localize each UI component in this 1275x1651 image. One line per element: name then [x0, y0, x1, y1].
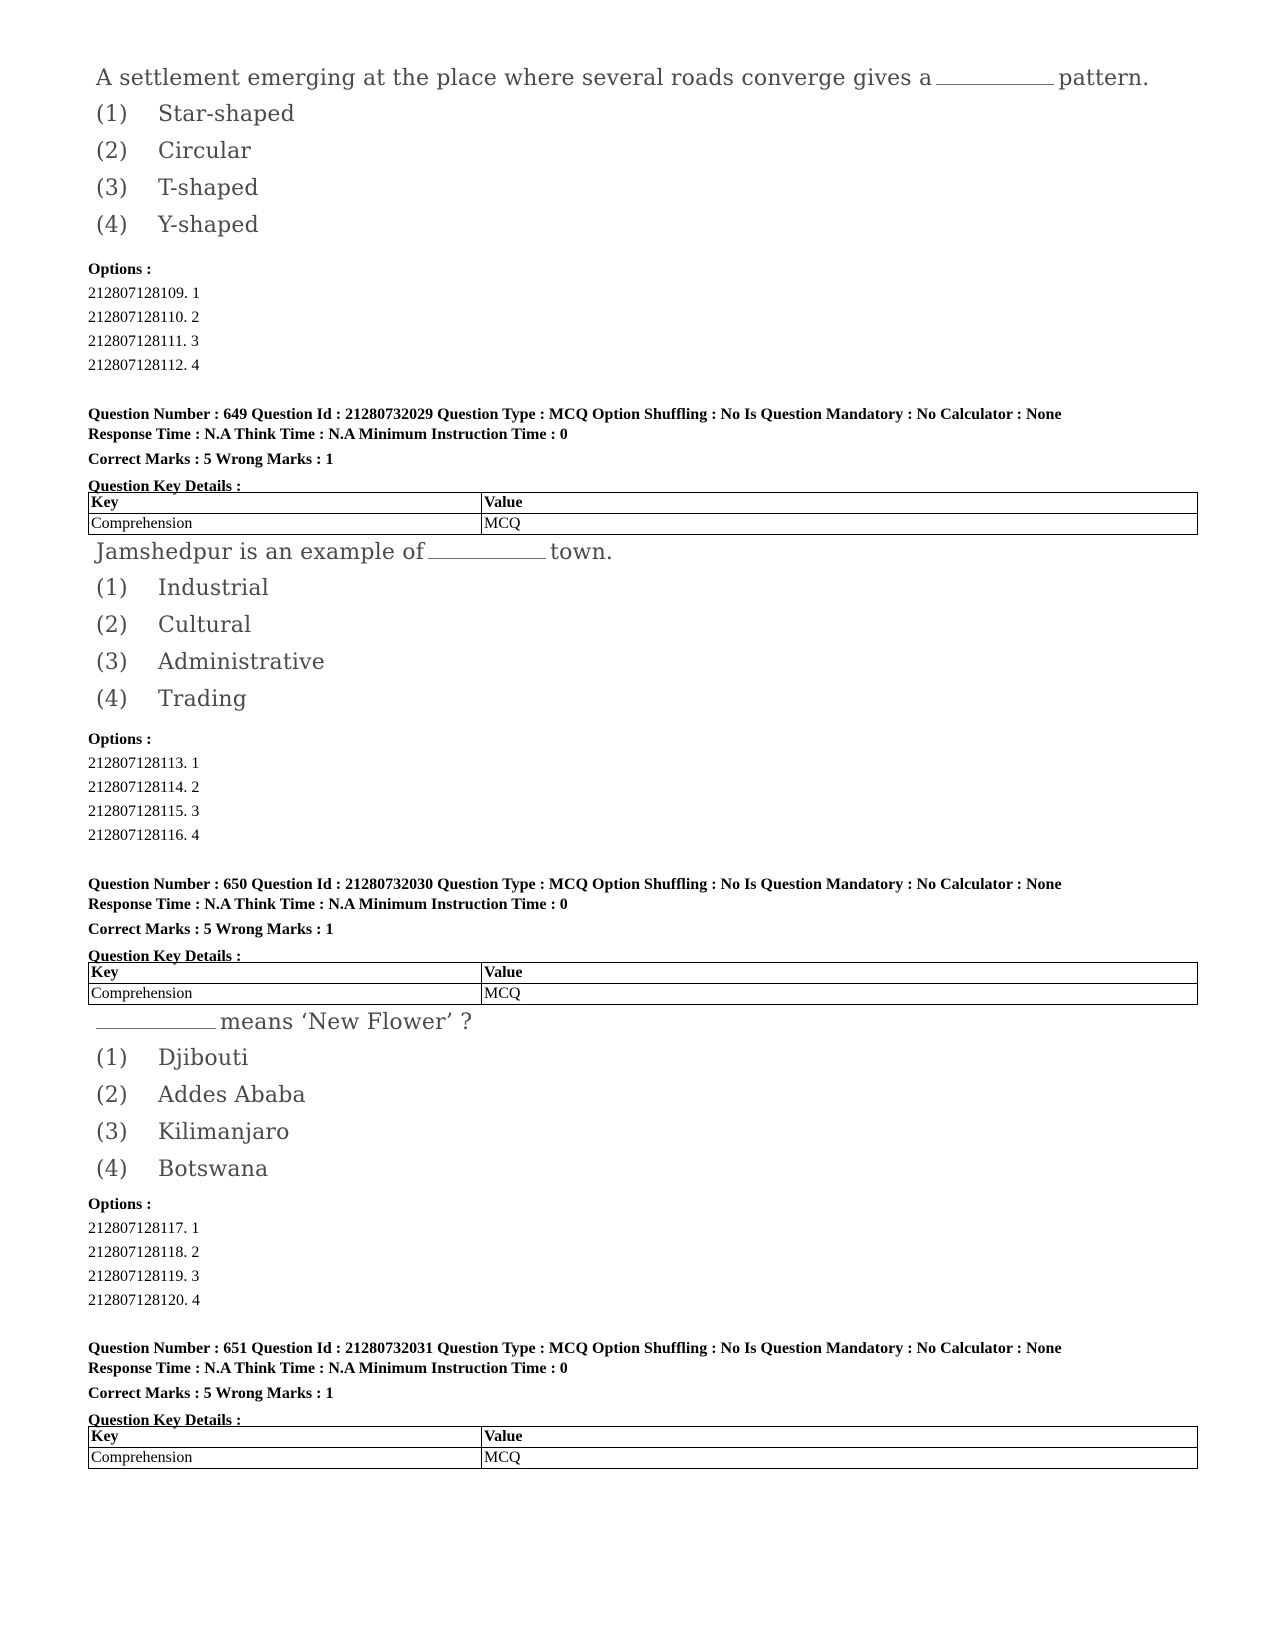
option-id: 212807128112. 4 — [88, 357, 200, 374]
timing-meta-line: Response Time : N.A Think Time : N.A Minimum Instruction Time : 0 — [88, 1360, 568, 1377]
key-header: Key — [89, 493, 482, 514]
value-cell: MCQ — [482, 514, 1198, 535]
marks-line: Correct Marks : 5 Wrong Marks : 1 — [88, 1385, 334, 1402]
answer-blank — [96, 1022, 216, 1029]
value-header: Value — [482, 493, 1198, 514]
key-header: Key — [89, 1427, 482, 1448]
key-details-label: Question Key Details : — [88, 478, 242, 495]
key-details-label: Question Key Details : — [88, 948, 242, 965]
choice-3: (3) Administrative — [96, 650, 325, 675]
option-id: 212807128117. 1 — [88, 1220, 200, 1237]
options-label: Options : — [88, 261, 152, 278]
option-id: 212807128115. 3 — [88, 803, 200, 820]
option-id: 212807128119. 3 — [88, 1268, 200, 1285]
question-650-image — [96, 1006, 472, 1188]
marks-line: Correct Marks : 5 Wrong Marks : 1 — [88, 451, 334, 468]
question-650-stem: means ‘New Flower’ ? — [96, 1006, 472, 1040]
choice-2: (2) Addes Ababa — [96, 1083, 306, 1108]
key-header: Key — [89, 963, 482, 984]
question-649-image — [96, 536, 613, 718]
key-cell: Comprehension — [89, 984, 482, 1005]
option-id: 212807128116. 4 — [88, 827, 200, 844]
value-cell: MCQ — [482, 1448, 1198, 1469]
choice-3: (3) Kilimanjaro — [96, 1120, 290, 1145]
choice-2: (2) Cultural — [96, 613, 252, 638]
marks-line: Correct Marks : 5 Wrong Marks : 1 — [88, 921, 334, 938]
answer-blank — [428, 552, 546, 559]
timing-meta-line: Response Time : N.A Think Time : N.A Minimum Instruction Time : 0 — [88, 896, 568, 913]
key-details-label: Question Key Details : — [88, 1412, 242, 1429]
value-cell: MCQ — [482, 984, 1198, 1005]
question-650-key-table — [88, 962, 1198, 1005]
choice-4: (4) Trading — [96, 687, 248, 712]
option-id: 212807128118. 2 — [88, 1244, 200, 1261]
choice-3: (3) T-shaped — [96, 176, 259, 201]
choice-1: (1) Djibouti — [96, 1046, 249, 1071]
answer-blank — [936, 78, 1054, 85]
options-label: Options : — [88, 1196, 152, 1213]
question-meta-line: Question Number : 649 Question Id : 21280732029 Question Type : MCQ Option Shuffling : No Is Question Mandatory : No Calculator : None — [88, 406, 1062, 423]
question-651-key-table — [88, 1426, 1198, 1469]
question-650-options — [88, 1193, 200, 1313]
question-meta-line: Question Number : 651 Question Id : 21280732031 Question Type : MCQ Option Shuffling : No Is Question Mandatory : No Calculator : None — [88, 1340, 1062, 1357]
option-id: 212807128120. 4 — [88, 1292, 200, 1309]
option-id: 212807128109. 1 — [88, 285, 200, 302]
key-cell: Comprehension — [89, 514, 482, 535]
question-649-stem: Jamshedpur is an example of town. — [96, 540, 614, 565]
question-649-options — [88, 728, 199, 848]
key-cell: Comprehension — [89, 1448, 482, 1469]
question-650-meta — [88, 875, 1198, 969]
question-648-options — [88, 258, 200, 378]
choice-1: (1) Star-shaped — [96, 102, 295, 127]
choice-4: (4) Botswana — [96, 1157, 269, 1182]
question-meta-line: Question Number : 650 Question Id : 21280732030 Question Type : MCQ Option Shuffling : No Is Question Mandatory : No Calculator : None — [88, 876, 1062, 893]
option-id: 212807128110. 2 — [88, 309, 200, 326]
value-header: Value — [482, 963, 1198, 984]
option-id: 212807128111. 3 — [88, 333, 199, 350]
question-648-image — [96, 62, 1150, 244]
choice-1: (1) Industrial — [96, 576, 269, 601]
option-id: 212807128113. 1 — [88, 755, 200, 772]
option-id: 212807128114. 2 — [88, 779, 200, 796]
question-649-key-table — [88, 492, 1198, 535]
question-648-stem: A settlement emerging at the place where several roads converge gives a pattern. — [96, 66, 1150, 91]
question-651-meta — [88, 1339, 1198, 1433]
value-header: Value — [482, 1427, 1198, 1448]
options-label: Options : — [88, 731, 152, 748]
timing-meta-line: Response Time : N.A Think Time : N.A Minimum Instruction Time : 0 — [88, 426, 568, 443]
question-649-meta — [88, 405, 1198, 499]
choice-2: (2) Circular — [96, 139, 252, 164]
choice-4: (4) Y-shaped — [96, 213, 259, 238]
